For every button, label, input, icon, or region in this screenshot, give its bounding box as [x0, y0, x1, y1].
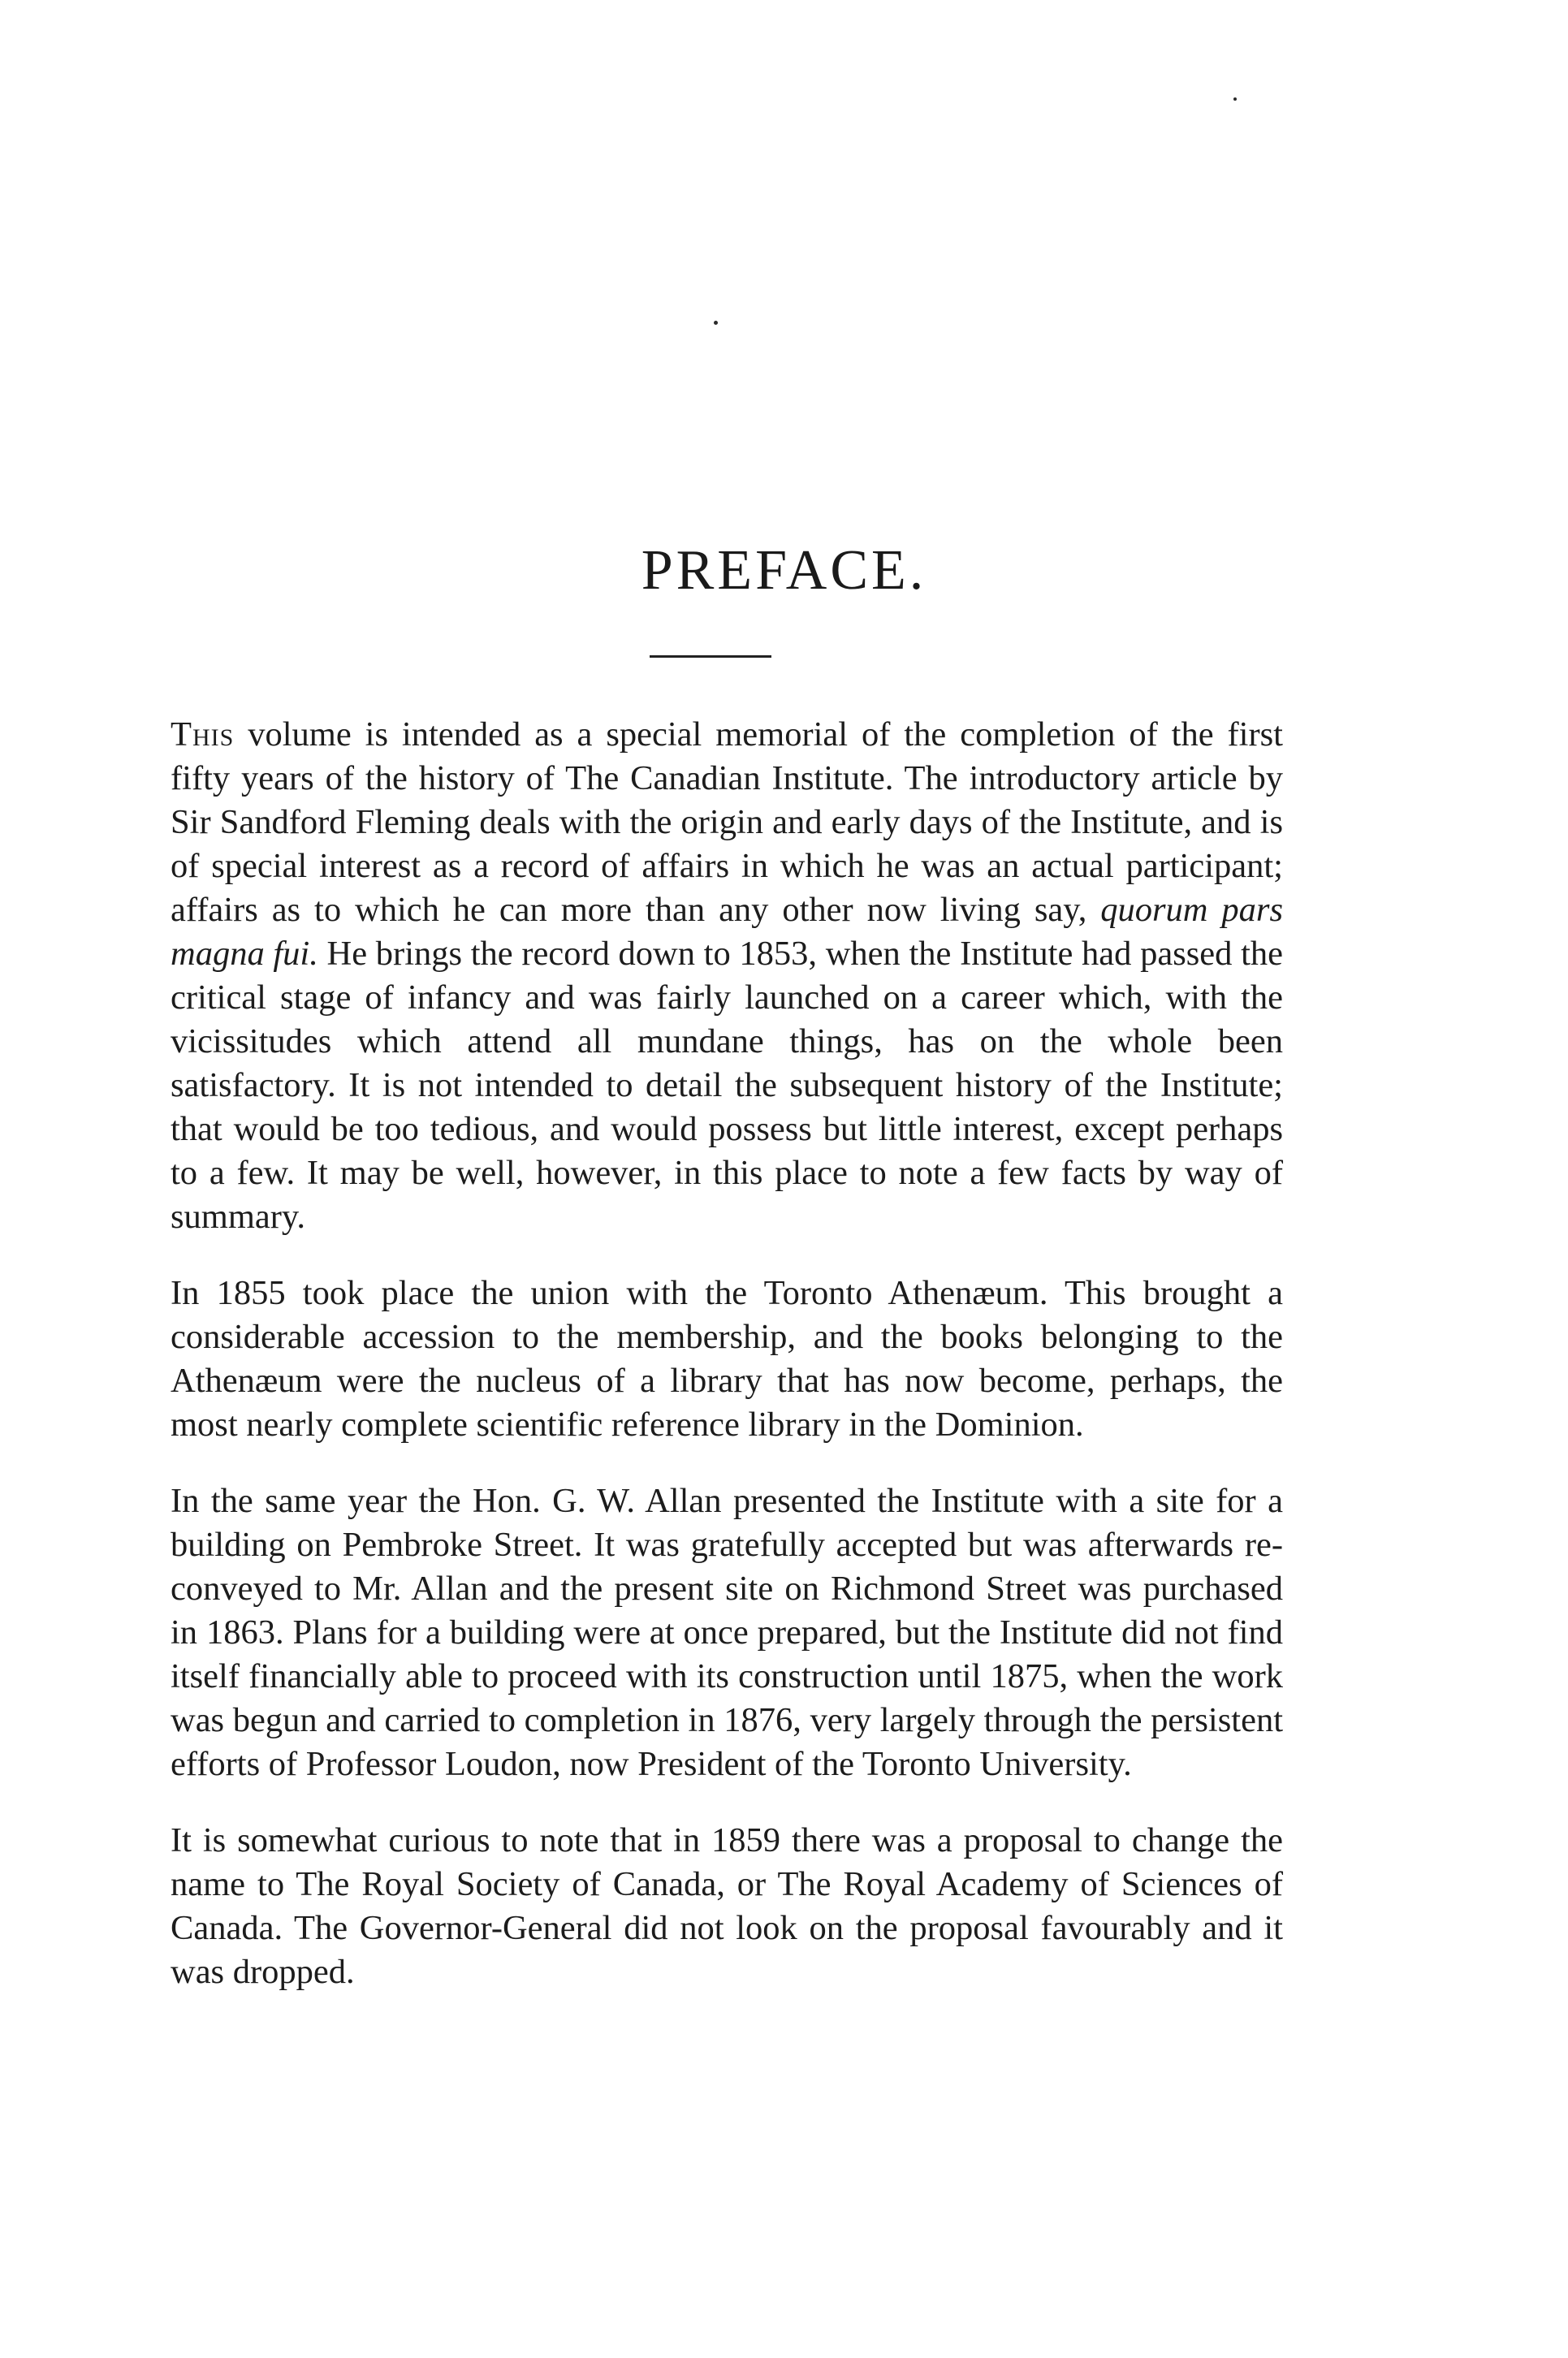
paragraph-3: In the same year the Hon. G. W. Allan presented the Institute with a site for a building on Pembroke Street. It was gratefully accepted but was afterwards re-conveyed to Mr. Allan and the present site on Richmond Street was purchased in 1863. Plans for a building were at once prepared, but the Institute did not find itself financially able to proceed with its construction until 1875, when the work was begun and carried to completion in 1876, very largely through the persistent efforts of Professor Loudon, now President of the Toronto University. [171, 1482, 1283, 1783]
paragraph-1 [171, 713, 1283, 1239]
print-speck [714, 321, 718, 325]
paragraph-2: In 1855 took place the union with the Toronto Athenæum. This brought a considerable accession to the membership, and the books belonging to the Athenæum were the nucleus of a library that has now become, perhaps, the most nearly complete scientific reference library in the Dominion. [171, 1274, 1283, 1444]
paragraph-text: He brings the record down to 1853, when the Institute had passed the critical stage of infancy and was fairly launched on a career which, with the vicissitudes which attend all mundane things, has on the whole been satisfactory. It is not intended to detail the subsequent history of the Institute; that would be too tedious, and would possess but little interest, except perhaps to a few. It may be well, however, in this place to note a few facts by way of summary. [171, 935, 1283, 1236]
print-speck [1233, 97, 1237, 101]
preface-body [171, 713, 1283, 1994]
paragraph-lead-word: This [171, 715, 235, 754]
page-title: PREFACE. [641, 539, 927, 602]
title-rule [650, 655, 771, 658]
paragraph-4: It is somewhat curious to note that in 1859 there was a proposal to change the name to The Royal Society of Canada, or The Royal Academy of Sciences of Canada. The Governor-General did not look on the proposal favourably and it was dropped. [171, 1821, 1283, 1991]
latin-quotation: quorum pars magna fui. [171, 891, 1283, 973]
paragraph-text: volume is intended as a special memorial of the completion of the first fifty years of the history of The Canadian Institute. The introductory article by Sir Sandford Fleming deals with the origin and early days of the Institute, and is of special interest as a record of affairs in which he was an actual participant; affairs as to which he can more than any other now living say, [171, 715, 1283, 929]
